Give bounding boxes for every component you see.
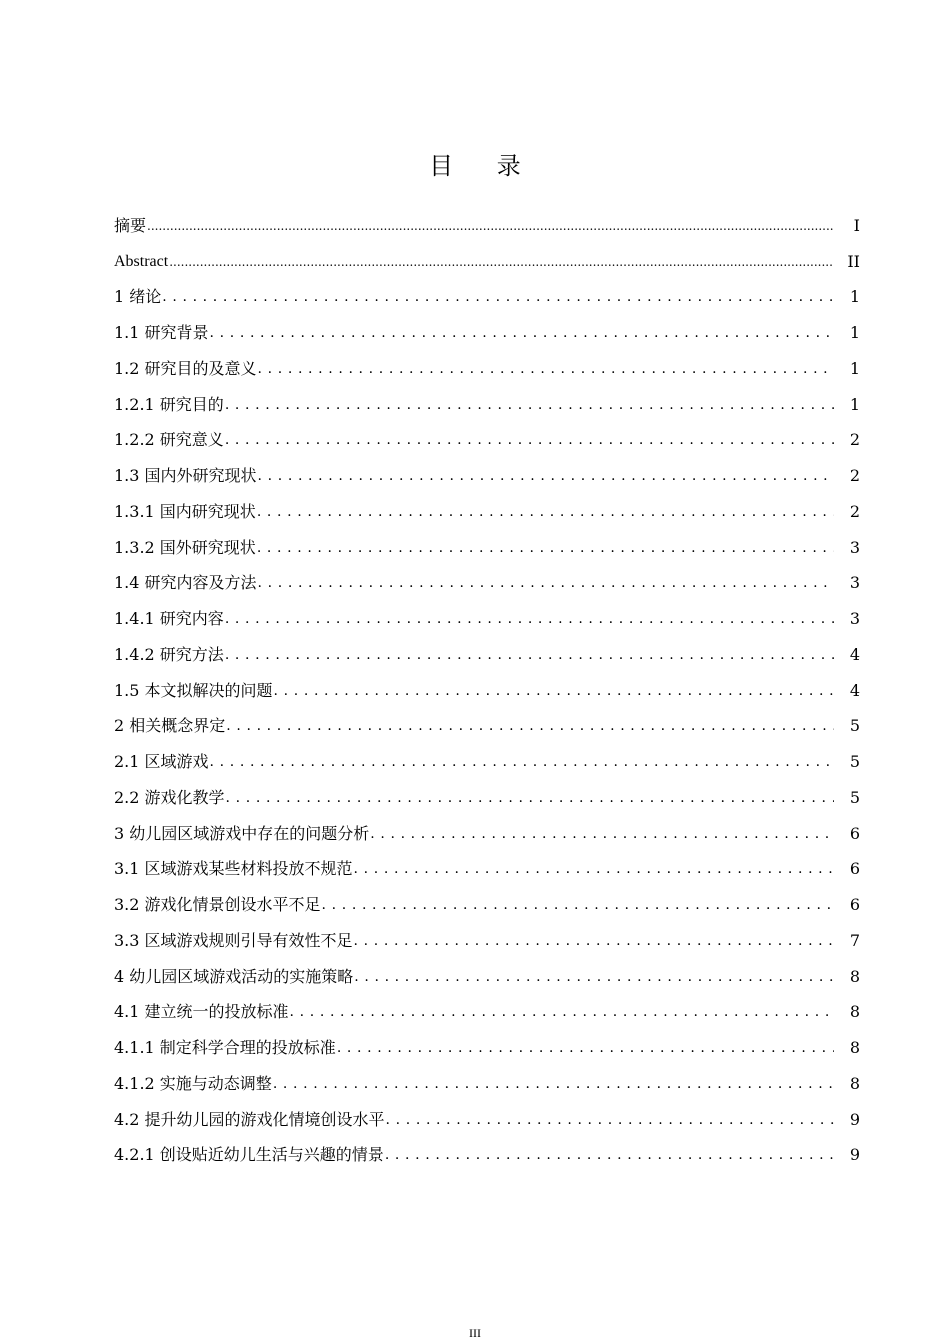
- toc-entry[interactable]: [114, 458, 860, 494]
- toc-entry-page: I: [853, 215, 860, 235]
- toc-entry-label: 摘要: [114, 215, 147, 235]
- toc-entry[interactable]: [114, 744, 860, 780]
- dot-leader: [225, 430, 834, 450]
- toc-entry-page: 9: [849, 1109, 860, 1129]
- toc-entry[interactable]: [114, 709, 860, 745]
- toc-entry-page: 8: [849, 1002, 860, 1022]
- toc-entry[interactable]: [114, 1030, 860, 1066]
- toc-entry-label: 1.4 研究内容及方法: [114, 573, 257, 593]
- toc-entry-label: 1.5 本文拟解决的问题: [114, 680, 273, 700]
- toc-entry-label: 4.1.2 实施与动态调整: [114, 1073, 272, 1093]
- toc-entry[interactable]: [114, 494, 860, 530]
- toc-entry[interactable]: [114, 780, 860, 816]
- toc-entry-label: 1.2.1 研究目的: [114, 394, 224, 414]
- toc-entry-page: 4: [849, 680, 860, 700]
- toc-entry-page: 1: [849, 323, 860, 343]
- toc-entry-page: 2: [849, 501, 860, 521]
- toc-entry-page: 1: [849, 287, 860, 307]
- toc-entry[interactable]: [114, 566, 860, 602]
- dot-leader: [274, 681, 834, 701]
- toc-entry[interactable]: [114, 1066, 860, 1102]
- toc-entry[interactable]: [114, 637, 860, 673]
- dot-leader: [226, 716, 834, 736]
- dot-leader: [290, 1002, 834, 1022]
- toc-entry-label: 3.3 区域游戏规则引导有效性不足: [114, 930, 353, 950]
- toc-entry-label: 3.1 区域游戏某些材料投放不规范: [114, 859, 353, 879]
- dot-leader: [225, 645, 834, 665]
- toc-entry-label: 2.2 游戏化教学: [114, 787, 225, 807]
- table-of-contents: [114, 208, 860, 1173]
- toc-entry-page: 8: [849, 966, 860, 986]
- toc-entry-page: 3: [849, 537, 860, 557]
- toc-entry-label: 4.1 建立统一的投放标准: [114, 1002, 289, 1022]
- toc-entry[interactable]: [114, 995, 860, 1031]
- dot-leader: [322, 895, 834, 915]
- toc-entry-label: 1 绪论: [114, 287, 162, 307]
- toc-entry[interactable]: [114, 244, 860, 280]
- toc-entry-page: 7: [849, 930, 860, 950]
- toc-entry-label: 1.4.1 研究内容: [114, 609, 224, 629]
- toc-entry-page: 9: [849, 1145, 860, 1165]
- toc-entry-page: 3: [849, 609, 860, 629]
- toc-entry-page: 6: [849, 823, 860, 843]
- dot-leader: [257, 538, 834, 558]
- toc-entry[interactable]: [114, 601, 860, 637]
- toc-entry-page: 4: [849, 644, 860, 664]
- toc-entry-label: 4.1.1 制定科学合理的投放标准: [114, 1038, 336, 1058]
- toc-entry-page: 2: [849, 430, 860, 450]
- dot-leader: [210, 323, 834, 343]
- dot-leader: [385, 1145, 834, 1165]
- dot-leader: [169, 252, 834, 272]
- toc-entry-page: 3: [849, 573, 860, 593]
- toc-entry-label: 4 幼儿园区域游戏活动的实施策略: [114, 966, 354, 986]
- toc-entry-label: 1.2 研究目的及意义: [114, 358, 257, 378]
- dot-leader: [225, 609, 834, 629]
- toc-entry-page: 5: [849, 752, 860, 772]
- dot-leader: [354, 859, 834, 879]
- toc-entry-page: 5: [849, 787, 860, 807]
- toc-entry[interactable]: [114, 816, 860, 852]
- toc-entry-label: 2.1 区域游戏: [114, 752, 209, 772]
- dot-leader: [257, 502, 834, 522]
- toc-entry-page: 2: [849, 466, 860, 486]
- dot-leader: [370, 824, 834, 844]
- toc-entry[interactable]: [114, 959, 860, 995]
- toc-entry-label: 1.3 国内外研究现状: [114, 466, 257, 486]
- toc-entry-label: 1.2.2 研究意义: [114, 430, 224, 450]
- dot-leader: [225, 395, 834, 415]
- toc-entry-label: 2 相关概念界定: [114, 716, 226, 736]
- toc-entry-label: 3 幼儿园区域游戏中存在的问题分析: [114, 823, 370, 843]
- dot-leader: [354, 931, 834, 951]
- toc-entry[interactable]: [114, 1102, 860, 1138]
- toc-entry[interactable]: [114, 208, 860, 244]
- toc-entry[interactable]: [114, 852, 860, 888]
- toc-entry[interactable]: [114, 887, 860, 923]
- toc-entry-page: 8: [849, 1038, 860, 1058]
- toc-entry[interactable]: [114, 923, 860, 959]
- toc-entry[interactable]: [114, 1138, 860, 1174]
- dot-leader: [258, 573, 834, 593]
- toc-entry-label: 3.2 游戏化情景创设水平不足: [114, 895, 321, 915]
- dot-leader: [210, 752, 834, 772]
- toc-entry[interactable]: [114, 351, 860, 387]
- toc-entry-label: 1.3.1 国内研究现状: [114, 501, 256, 521]
- toc-entry-label: Abstract: [114, 252, 169, 270]
- toc-entry-page: 6: [849, 895, 860, 915]
- dot-leader: [147, 216, 834, 236]
- toc-entry-label: 1.4.2 研究方法: [114, 644, 224, 664]
- dot-leader: [354, 967, 834, 987]
- dot-leader: [162, 287, 834, 307]
- dot-leader: [337, 1038, 834, 1058]
- toc-entry-label: 1.1 研究背景: [114, 323, 209, 343]
- toc-entry[interactable]: [114, 315, 860, 351]
- toc-entry[interactable]: [114, 280, 860, 316]
- toc-entry-label: 4.2.1 创设贴近幼儿生活与兴趣的情景: [114, 1145, 384, 1165]
- toc-entry-page: 1: [849, 358, 860, 378]
- dot-leader: [226, 788, 834, 808]
- toc-entry[interactable]: [114, 423, 860, 459]
- toc-entry-label: 1.3.2 国外研究现状: [114, 537, 256, 557]
- page-number-footer: III: [469, 1326, 481, 1340]
- toc-entry-page: 6: [849, 859, 860, 879]
- dot-leader: [386, 1110, 834, 1130]
- toc-entry[interactable]: [114, 530, 860, 566]
- dot-leader: [258, 359, 834, 379]
- toc-entry-page: 8: [849, 1073, 860, 1093]
- dot-leader: [273, 1074, 834, 1094]
- toc-entry-page: 5: [849, 716, 860, 736]
- dot-leader: [258, 466, 834, 486]
- toc-entry[interactable]: [114, 387, 860, 423]
- toc-entry-label: 4.2 提升幼儿园的游戏化情境创设水平: [114, 1109, 385, 1129]
- toc-entry-page: II: [847, 251, 860, 271]
- toc-entry-page: 1: [849, 394, 860, 414]
- toc-title: 目 录: [429, 152, 539, 180]
- toc-entry[interactable]: [114, 673, 860, 709]
